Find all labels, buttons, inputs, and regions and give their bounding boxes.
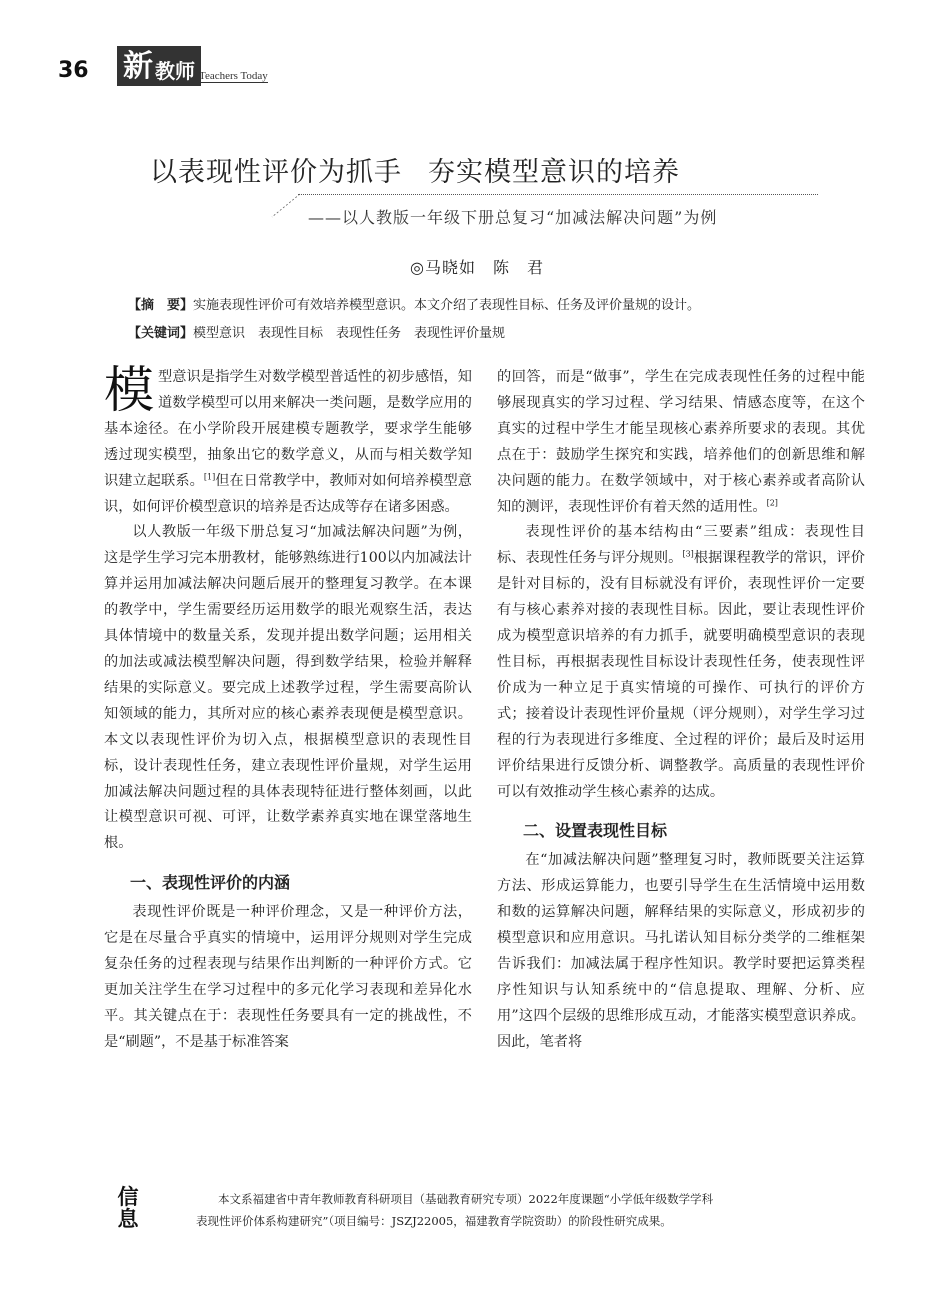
title-part-1: 以表现性评价为抓手 xyxy=(150,157,402,188)
section-heading: 二、设置表现性目标 xyxy=(523,821,668,841)
abstract-label: 【摘 要】 xyxy=(128,298,194,313)
authors: ◎马晓如 陈 君 xyxy=(410,258,544,277)
paragraph: 表现性评价既是一种评价理念，又是一种评价方法，它是在尽量合乎真实的情境中，运用评分规则对学生完成复杂任务的过程表现与结果作出判断的一种评价方式。它更加关注学生在学习过程中的多元化学习表现和差异化水平。其关键点在于：表现性任务要具有一定的挑战性，不是“刷题”，不是基于标准答案 xyxy=(104,904,472,1050)
divider-slash xyxy=(270,193,302,219)
funding-line-2: 表现性评价体系构建研究”（项目编号：JSZJ22005，福建教育学院资助）的阶段性研究成果。 xyxy=(196,1214,672,1228)
reference-mark: [2] xyxy=(766,497,778,507)
title-divider xyxy=(298,194,818,195)
abstract xyxy=(128,297,700,315)
paragraph: 表现性评价的基本结构由“三要素”组成：表现性目标、表现性任务与评分规则。[3]根据课程教学的常识，评价是针对目标的，没有目标就没有评价，表现性评价一定要有与核心素养对接的表现性目标。因此，要让表现性评价成为模型意识培养的有力抓手，就要明确模型意识的表现性目标，再根据表现性目标设计表现性任务，使表现性评价成为一种立足于真实情境的可操作、可执行的评价方式；接着设计表现性评价量规（评分规则），对学生学习过程的行为表现进行多维度、全过程的评价；最后及时运用评价结果进行反馈分析、调整教学。高质量的表现性评价可以有效推动学生核心素养的达成。 xyxy=(497,524,865,800)
section-heading: 一、表现性评价的内涵 xyxy=(130,873,291,893)
reference-mark: [1] xyxy=(203,471,216,481)
keywords-text: 模型意识 表现性目标 表现性任务 表现性评价量规 xyxy=(193,326,506,341)
magazine-english-name: Teachers Today xyxy=(199,70,268,82)
article-subtitle: ——以人教版一年级下册总复习“加减法解决问题”为例 xyxy=(308,208,718,227)
info-mark: 信 息 xyxy=(117,1185,139,1231)
article-title xyxy=(150,150,680,189)
keywords-label: 【关键词】 xyxy=(128,326,194,341)
page-number: 36 xyxy=(58,58,89,83)
title-part-2: 夯实模型意识的培养 xyxy=(428,157,680,188)
reference-mark: [3] xyxy=(682,549,694,559)
funding-note xyxy=(196,1188,816,1232)
left-column xyxy=(104,361,472,1056)
right-column xyxy=(497,365,865,1056)
magazine-logo xyxy=(117,46,201,86)
abstract-text: 实施表现性评价可有效培养模型意识。本文介绍了表现性目标、任务及评价量规的设计。 xyxy=(193,298,701,313)
keywords xyxy=(128,325,505,343)
drop-cap: 模 xyxy=(104,361,154,419)
paragraph: 以人教版一年级下册总复习“加减法解决问题”为例，这是学生学习完本册教材，能够熟练进行100以内加减法计算并运用加减法解决问题后展开的整理复习教学。在本课的教学中，学生需要经历运用数学的眼光观察生活，表达具体情境中的数量关系，发现并提出数学问题；运用相关的加法或减法模型解决问题，得到数学结果，检验并解释结果的实际意义。要完成上述教学过程，学生需要高阶认知领域的能力，其所对应的核心素养表现便是模型意识。本文以表现性评价为切入点，根据模型意识的表现性目标，设计表现性任务，建立表现性评价量规，对学生运用加减法解决问题过程的具体表现特征进行整体刻画，以此让模型意识可视、可评，让数学素养真实地在课堂落地生根。 xyxy=(104,524,472,852)
paragraph: 模型意识是指学生对数学模型普适性的初步感悟，知道数学模型可以用来解决一类问题，是数学应用的基本途径。在小学阶段开展建模专题教学，要求学生能够透过现实模型，抽象出它的数学意义，从而与相关数学知识建立起联系。[1]但在日常教学中，教师对如何培养模型意识，如何评价模型意识的培养是否达成等存在诸多困惑。 xyxy=(104,361,472,515)
paragraph: 的回答，而是“做事”，学生在完成表现性任务的过程中能够展现真实的学习过程、学习结果、情感态度等，在这个真实的过程中学生才能呈现核心素养所要求的表现。其优点在于：鼓励学生探究和实践，培养他们的创新思维和解决问题的能力。在数学领域中，对于核心素养或者高阶认知的测评，表现性评价有着天然的适用性。[2] xyxy=(497,369,865,515)
logo-big-char: 新 xyxy=(123,49,153,84)
paragraph: 在“加减法解决问题”整理复习时，教师既要关注运算方法、形成运算能力，也要引导学生在生活情境中运用数和数的运算解决问题，解释结果的实际意义，形成初步的模型意识和应用意识。马扎诺认知目标分类学的二维框架告诉我们：加减法属于程序性知识。教学时要把运算类程序性知识与认知系统中的“信息提取、理解、分析、应用”这四个层级的思维形成互动，才能落实模型意识养成。因此，笔者将 xyxy=(497,852,865,1050)
funding-line-1: 本文系福建省中青年教师教育科研项目（基础教育研究专项）2022年度课题“小学低年级数学学科 xyxy=(218,1192,714,1206)
logo-small-chars: 教师 xyxy=(155,59,195,83)
